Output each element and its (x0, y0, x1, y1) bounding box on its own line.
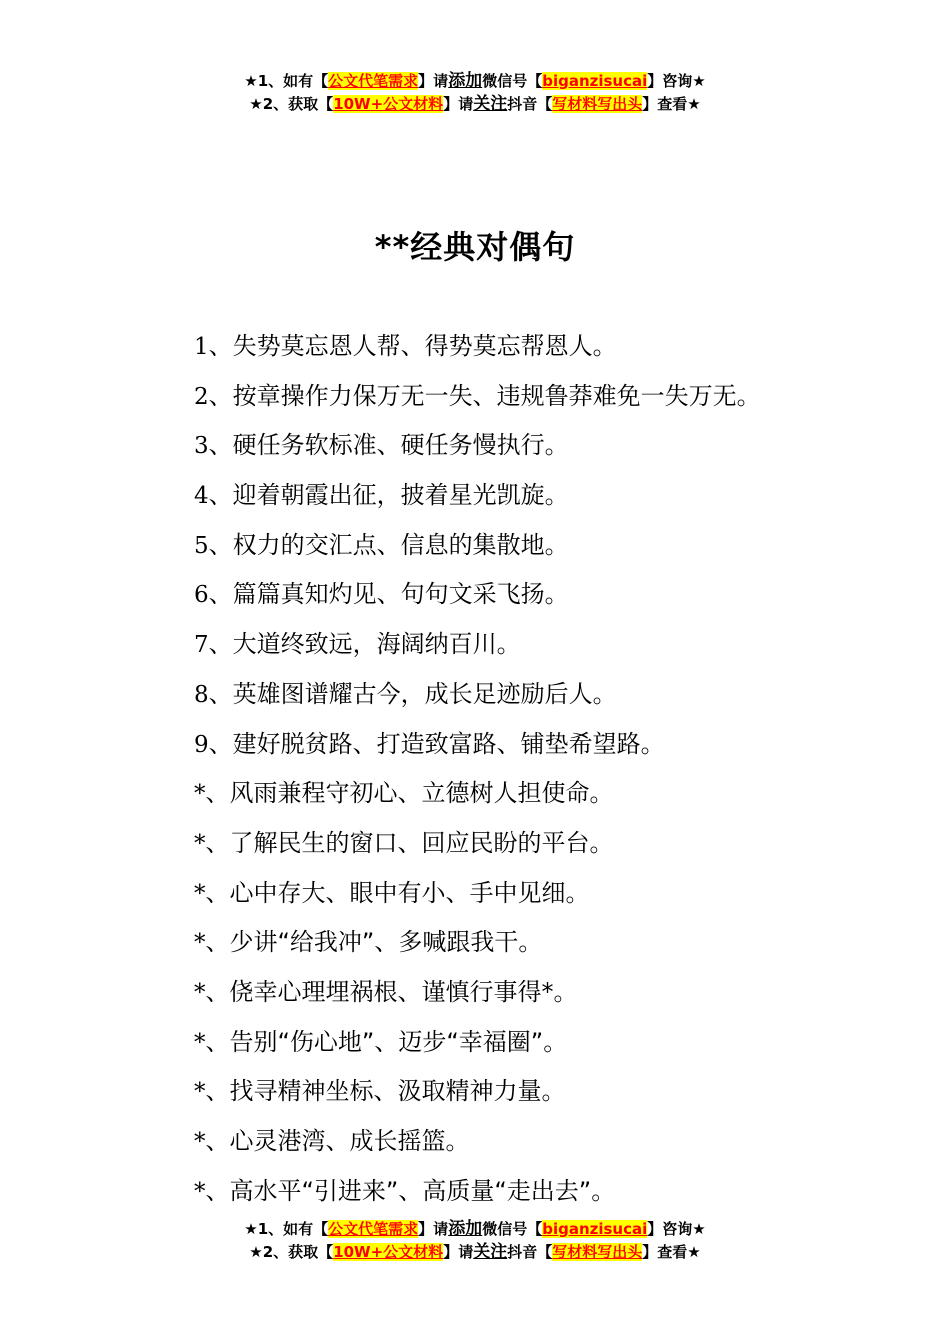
promo-text: 】咨询★ (647, 1220, 706, 1238)
list-item (194, 869, 761, 919)
list-item (194, 620, 761, 670)
list-item (194, 670, 761, 720)
item-number: * (194, 1029, 206, 1056)
promo-text: ★2、获取【 (249, 95, 334, 113)
promo-text: ★2、获取【 (249, 1243, 334, 1261)
item-number: 9 (194, 731, 209, 758)
item-text: 、心中存大、眼中有小、手中见细。 (205, 878, 590, 907)
item-text: 、按章操作力保万无一失、违规鲁莽难免一失万无。 (208, 381, 761, 410)
promo-wechat-id: biganzisucai (542, 72, 648, 90)
promo-line-1 (0, 70, 950, 93)
item-number: * (194, 830, 206, 857)
item-text: 、侥幸心理埋祸根、谨慎行事得*。 (205, 977, 578, 1006)
promo-emphasis: 关注 (473, 1242, 508, 1262)
item-number: * (194, 880, 206, 907)
promo-douyin-id: 写材料写出头 (552, 1243, 643, 1261)
top-promo-banner (0, 70, 950, 116)
list-item (194, 1117, 761, 1167)
item-text: 、篇篇真知灼见、句句文采飞扬。 (208, 580, 569, 609)
promo-text: 】请 (443, 95, 474, 113)
promo-highlight: 公文代笔需求 (328, 1220, 419, 1238)
list-item (194, 720, 761, 770)
list-item (194, 1167, 761, 1217)
list-item (194, 1018, 761, 1068)
promo-highlight: 公文代笔需求 (328, 72, 419, 90)
promo-text: 微信号【 (482, 72, 543, 90)
item-number: * (194, 979, 206, 1006)
list-item (194, 372, 761, 422)
promo-text: 】查看★ (642, 1243, 701, 1261)
promo-text: ★1、如有【 (244, 72, 329, 90)
item-number: * (194, 1178, 206, 1205)
promo-text: ★1、如有【 (244, 1220, 329, 1238)
item-number: 6 (194, 582, 209, 609)
item-text: 、风雨兼程守初心、立德树人担使命。 (205, 779, 614, 808)
item-number: * (194, 930, 206, 957)
item-text: 、告别“伤心地”、迈步“幸福圈”。 (205, 1027, 568, 1056)
item-number: * (194, 1129, 206, 1155)
promo-text: 微信号【 (482, 1220, 543, 1238)
item-text: 、高水平“引进来”、高质量“走出去”。 (205, 1176, 616, 1205)
promo-highlight: 10W+公文材料 (333, 95, 444, 113)
promo-douyin-id: 写材料写出头 (552, 95, 643, 113)
promo-emphasis: 添加 (448, 1219, 483, 1239)
document-title: **经典对偶句 (374, 228, 576, 266)
list-item (194, 471, 761, 521)
list-item (194, 769, 761, 819)
list-item (194, 1067, 761, 1117)
promo-wechat-id: biganzisucai (542, 1220, 648, 1238)
list-item (194, 421, 761, 471)
promo-emphasis: 关注 (473, 94, 508, 114)
promo-emphasis: 添加 (448, 71, 483, 91)
list-item (194, 968, 761, 1018)
list-item (194, 570, 761, 620)
item-number: 7 (194, 632, 209, 659)
item-text: 、了解民生的窗口、回应民盼的平台。 (205, 828, 614, 857)
item-text: 、大道终致远，海阔纳百川。 (208, 630, 521, 659)
item-text: 、失势莫忘恩人帮、得势莫忘帮恩人。 (208, 332, 617, 360)
promo-text: 】请 (418, 1220, 449, 1238)
item-text: 、英雄图谱耀古今，成长足迹励后人。 (208, 679, 617, 708)
promo-highlight: 10W+公文材料 (333, 1243, 444, 1261)
item-number: 8 (194, 681, 209, 708)
promo-text: 】请 (443, 1243, 474, 1261)
item-text: 、迎着朝霞出征，披着星光凯旋。 (208, 481, 569, 510)
promo-text: 】请 (418, 72, 449, 90)
item-number: 2 (194, 383, 209, 410)
promo-line-2 (0, 1241, 950, 1264)
promo-text: 抖音【 (507, 95, 553, 113)
item-number: 1 (194, 334, 209, 360)
item-text: 、找寻精神坐标、汲取精神力量。 (205, 1077, 566, 1106)
item-number: 4 (194, 483, 209, 510)
bottom-promo-banner (0, 1218, 950, 1264)
item-number: 5 (194, 532, 209, 559)
list-item (194, 322, 761, 372)
sentence-list (194, 322, 761, 1216)
promo-line-1 (0, 1218, 950, 1241)
promo-line-2 (0, 93, 950, 116)
item-number: 3 (194, 433, 209, 460)
item-text: 、建好脱贫路、打造致富路、铺垫希望路。 (208, 729, 665, 758)
item-text: 、硬任务软标准、硬任务慢执行。 (208, 431, 569, 460)
promo-text: 】查看★ (642, 95, 701, 113)
list-item (194, 819, 761, 869)
item-text: 、心灵港湾、成长摇篮。 (205, 1127, 470, 1155)
list-item (194, 521, 761, 571)
item-number: * (194, 781, 206, 808)
item-text: 、少讲“给我冲”、多喊跟我干。 (205, 928, 543, 957)
item-text: 、权力的交汇点、信息的集散地。 (208, 530, 569, 559)
list-item (194, 918, 761, 968)
item-number: * (194, 1079, 206, 1106)
promo-text: 】咨询★ (647, 72, 706, 90)
promo-text: 抖音【 (507, 1243, 553, 1261)
